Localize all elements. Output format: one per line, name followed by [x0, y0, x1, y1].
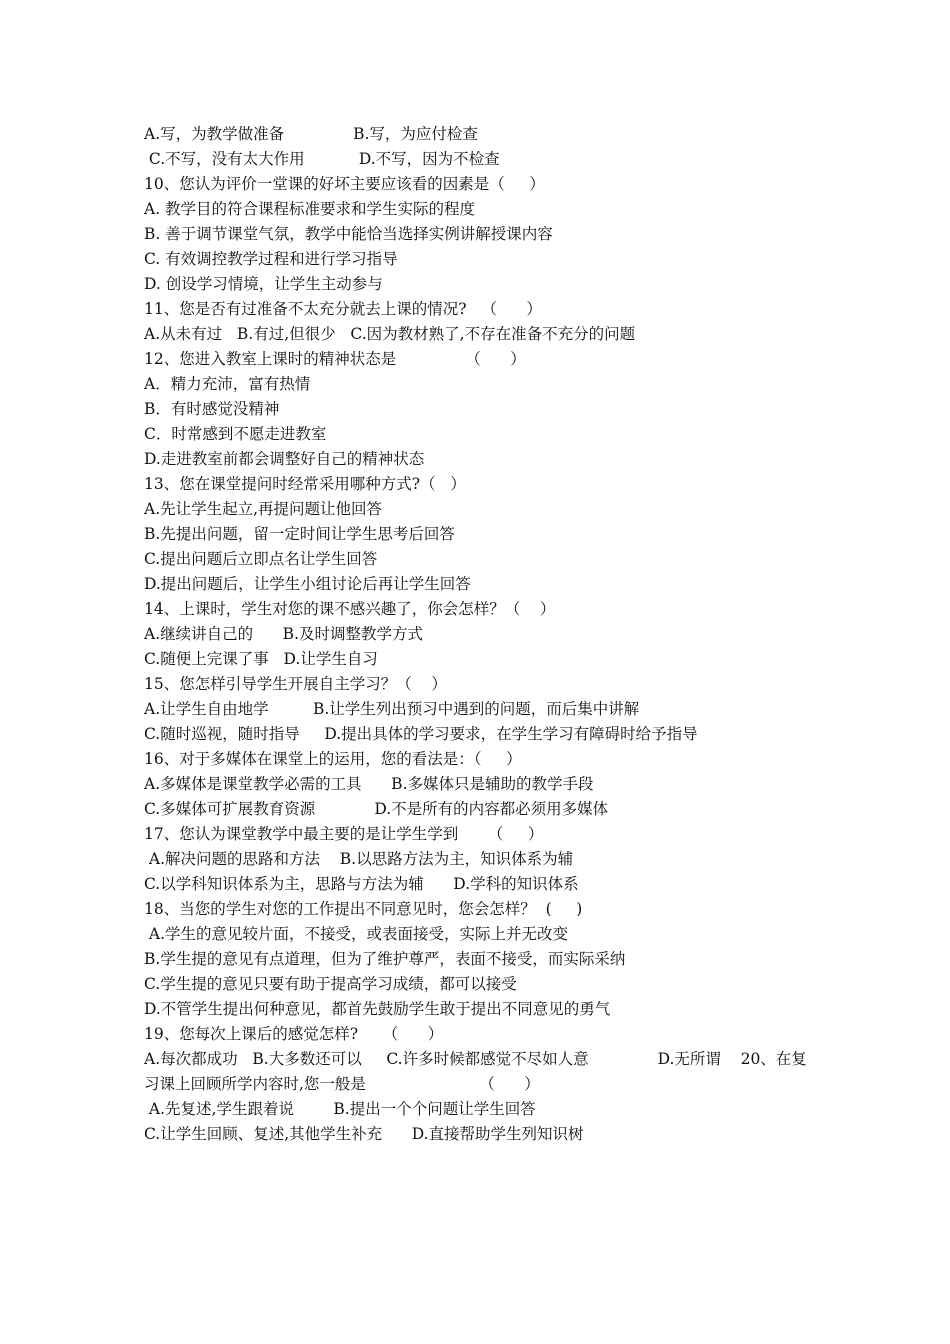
answer-line: C.随便上完课了事 D.让学生自习	[144, 650, 378, 668]
question-19: 19、您每次上课后的感觉怎样? （ ）	[144, 1025, 444, 1043]
answer-line: B. 善于调节课堂气氛，教学中能恰当选择实例讲解授课内容	[144, 225, 553, 243]
answer-line: B．有时感觉没精神	[144, 400, 280, 418]
question-20: 习课上回顾所学内容时,您一般是 （ ）	[144, 1075, 540, 1093]
answer-line: D. 创设学习情境，让学生主动参与	[144, 275, 383, 293]
answer-line: A.学生的意见较片面，不接受，或表面接受，实际上并无改变	[144, 925, 569, 943]
answer-line: B.学生提的意见有点道理，但为了维护尊严，表面不接受，而实际采纳	[144, 950, 626, 968]
answer-line: A.先复述,学生跟着说 B.提出一个个问题让学生回答	[144, 1100, 536, 1118]
answer-line: B.先提出问题，留一定时间让学生思考后回答	[144, 525, 455, 543]
answer-line: C.不写，没有太大作用 D.不写，因为不检查	[144, 150, 500, 168]
answer-line: C.让学生回顾、复述,其他学生补充 D.直接帮助学生列知识树	[144, 1125, 584, 1143]
answer-line: A.每次都成功 B.大多数还可以 C.许多时候都感觉不尽如人意 D.无所谓 20、在复	[144, 1050, 807, 1068]
answer-line: D.不管学生提出何种意见，都首先鼓励学生敢于提出不同意见的勇气	[144, 1000, 611, 1018]
questionnaire-text	[144, 122, 824, 1147]
question-18: 18、当您的学生对您的工作提出不同意见时，您会怎样？ ( )	[144, 900, 583, 918]
answer-line: D.走进教室前都会调整好自己的精神状态	[144, 450, 425, 468]
answer-line: A．精力充沛，富有热情	[144, 375, 311, 393]
answer-line: A. 教学目的符合课程标准要求和学生实际的程度	[144, 200, 476, 218]
question-13: 13、您在课堂提问时经常采用哪种方式?（ ）	[144, 475, 466, 493]
answer-line: A.解决问题的思路和方法 B.以思路方法为主，知识体系为辅	[144, 850, 574, 868]
answer-line: A.让学生自由地学 B.让学生列出预习中遇到的问题，而后集中讲解	[144, 700, 640, 718]
question-17: 17、您认为课堂教学中最主要的是让学生学到 （ ）	[144, 825, 544, 843]
answer-line: C.多媒体可扩展教育资源 D.不是所有的内容都必须用多媒体	[144, 800, 609, 818]
answer-line: C．时常感到不愿走进教室	[144, 425, 327, 443]
question-14: 14、上课时，学生对您的课不感兴趣了，你会怎样？（ ）	[144, 600, 556, 618]
answer-line: A.继续讲自己的 B.及时调整教学方式	[144, 625, 424, 643]
question-16: 16、对于多媒体在课堂上的运用，您的看法是：（ ）	[144, 750, 522, 768]
question-10: 10、您认为评价一堂课的好坏主要应该看的因素是（ ）	[144, 175, 545, 193]
answer-line: C.学生提的意见只要有助于提高学习成绩，都可以接受	[144, 975, 517, 993]
question-12: 12、您进入教室上课时的精神状态是 （ ）	[144, 350, 526, 368]
question-15: 15、您怎样引导学生开展自主学习？（ ）	[144, 675, 447, 693]
answer-line: A.写，为教学做准备 B.写，为应付检查	[144, 125, 478, 143]
answer-line: D.提出问题后，让学生小组讨论后再让学生回答	[144, 575, 471, 593]
answer-line: C. 有效调控教学过程和进行学习指导	[144, 250, 398, 268]
question-11: 11、您是否有过准备不太充分就去上课的情况? （ ）	[144, 300, 542, 318]
answer-line: A.多媒体是课堂教学必需的工具 B.多媒体只是辅助的教学手段	[144, 775, 594, 793]
answer-line: C.以学科知识体系为主，思路与方法为辅 D.学科的知识体系	[144, 875, 579, 893]
answer-line: A.先让学生起立,再提问题让他回答	[144, 500, 383, 518]
answer-line: C.随时巡视，随时指导 D.提出具体的学习要求，在学生学习有障碍时给予指导	[144, 725, 698, 743]
answer-line: C.提出问题后立即点名让学生回答	[144, 550, 378, 568]
answer-line: A.从未有过 B.有过,但很少 C.因为教材熟了,不存在准备不充分的问题	[144, 325, 636, 343]
